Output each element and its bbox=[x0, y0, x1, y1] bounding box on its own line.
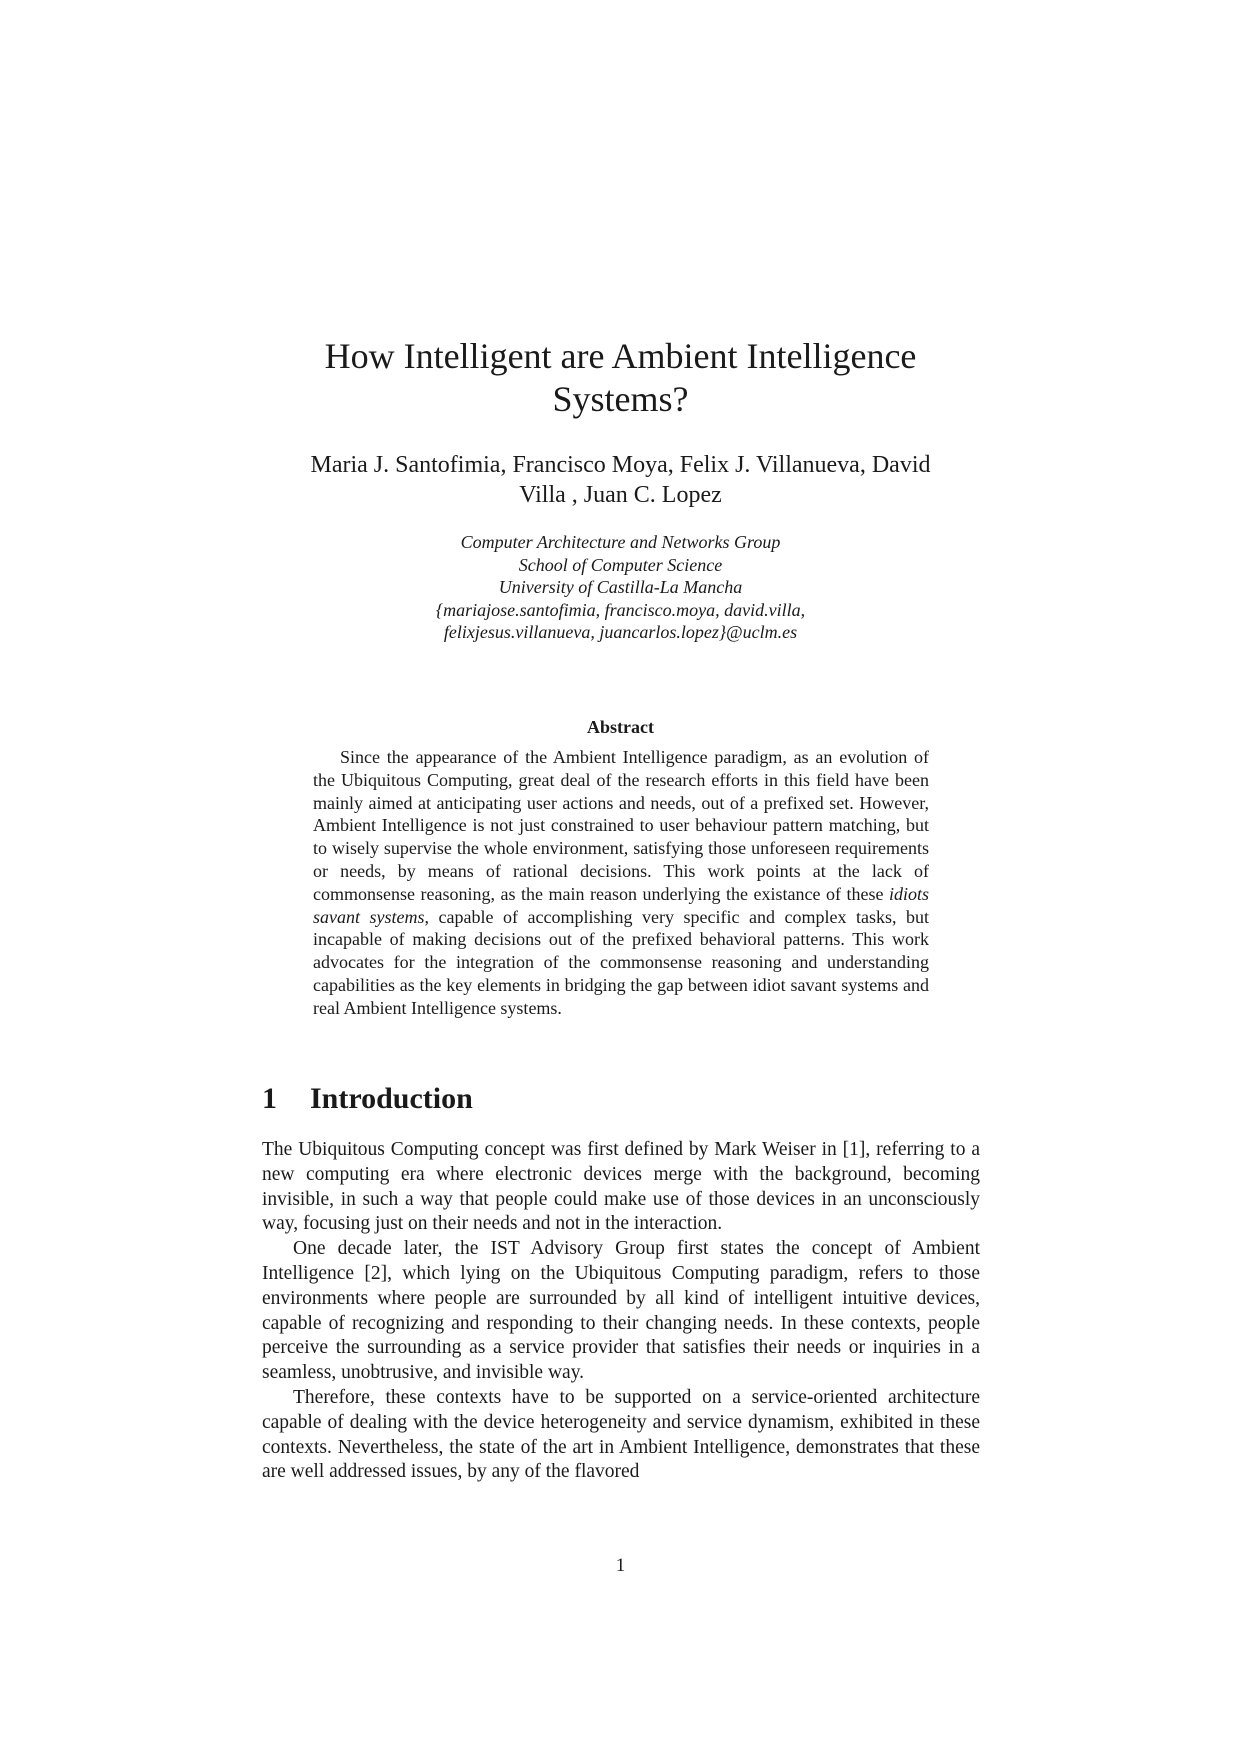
title-line-1: How Intelligent are Ambient Intelligence bbox=[324, 336, 917, 376]
abstract-text-part-2: , capable of accomplishing very specific and complex tasks, but incapable of making decisions out of the prefixed behavioral patterns. This work advocates for the integration of the commonsense reasoning and understanding capabilities as the key elements in bridging the gap between idiot savant systems and real Ambient Intelligence systems. bbox=[313, 906, 929, 1018]
authors-line-1: Maria J. Santofimia, Francisco Moya, Felix J. Villanueva, David bbox=[310, 452, 931, 478]
affiliation-block bbox=[0, 531, 1241, 644]
abstract-heading: Abstract bbox=[587, 717, 654, 737]
author-list bbox=[0, 450, 1241, 510]
section-title: Introduction bbox=[310, 1082, 473, 1115]
title-line-2: Systems? bbox=[552, 379, 689, 419]
affiliation-emails-2: felixjesus.villanueva, juancarlos.lopez}@uclm.es bbox=[443, 622, 798, 642]
affiliation-university: University of Castilla-La Mancha bbox=[498, 577, 743, 597]
affiliation-emails-1: {mariajose.santofimia, francisco.moya, david.villa, bbox=[435, 599, 806, 620]
body-text bbox=[262, 1138, 980, 1485]
paper-title bbox=[0, 335, 1241, 421]
paragraph: The Ubiquitous Computing concept was first defined by Mark Weiser in [1], referring to a new computing era where electronic devices merge with the background, becoming invisible, in such a way that people could make use of those devices in an unconsciously way, focusing just on their needs and not in the interaction. bbox=[262, 1139, 980, 1235]
abstract-text-part-1: Since the appearance of the Ambient Intelligence paradigm, as an evolution of the Ubiquitous Computing, great deal of the research efforts in this field have been mainly aimed at anticipating user actions and needs, out of a prefixed set. However, Ambient Intelligence is not just constrained to user behaviour pattern matching, but to wisely supervise the whole environment, satisfying those unforeseen requirements or needs, by means of rational decisions. This work points at the lack of commonsense reasoning, as the main reason underlying the existance of these bbox=[313, 747, 929, 904]
abstract-text bbox=[313, 746, 929, 1020]
section-heading bbox=[262, 1082, 473, 1116]
page-number: 1 bbox=[615, 1555, 626, 1576]
paragraph: One decade later, the IST Advisory Group first states the concept of Ambient Intelligence [2], which lying on the Ubiquitous Computing paradigm, refers to those environments where people are surrounded by all kind of intelligent intuitive devices, capable of recognizing and responding to their changing needs. In these contexts, people perceive the surrounding as a service provider that satisfies their needs or inquiries in a seamless, unobtrusive, and invisible way. bbox=[262, 1238, 980, 1384]
authors-line-2: Villa , Juan C. Lopez bbox=[519, 482, 722, 508]
section-number: 1 bbox=[262, 1082, 277, 1115]
affiliation-group: Computer Architecture and Networks Group bbox=[460, 532, 781, 552]
abstract-emphasis: idiots savant systems bbox=[313, 883, 929, 927]
paragraph: Therefore, these contexts have to be supported on a service-oriented architecture capable of dealing with the device heterogeneity and service dynamism, exhibited in these contexts. Nevertheless, the state of the art in Ambient Intelligence, demonstrates that these are well addressed issues, by any of the flavored bbox=[262, 1386, 980, 1483]
affiliation-school: School of Computer Science bbox=[518, 554, 723, 575]
